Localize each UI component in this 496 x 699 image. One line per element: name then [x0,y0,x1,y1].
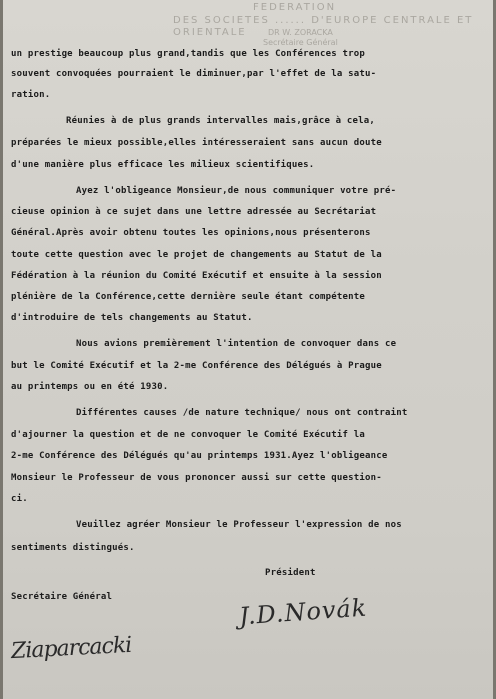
body-line: Fédération à la réunion du Comité Exécutif et ensuite à la session [11,271,382,281]
letter-page [3,0,493,699]
body-line: souvent convoquées pourraient le diminuer,par l'effet de la satu- [11,69,377,79]
body-line: 2-me Conférence des Délégués qu'au printemps 1931.Ayez l'obligeance [11,451,388,461]
body-line: but le Comité Exécutif et la 2-me Conférence des Délégués à Prague [11,361,382,371]
body-line: Réunies à de plus grands intervalles mais,grâce à cela, [66,116,376,126]
body-line: ration. [11,90,51,100]
body-line: Nous avions premièrement l'intention de convoquer dans ce [76,339,397,349]
body-line: un prestige beaucoup plus grand,tandis que les Conférences trop [11,49,365,59]
body-line: d'une manière plus efficace les milieux scientifiques. [11,160,315,170]
body-line: d'ajourner la question et de ne convoquer le Comité Exécutif la [11,430,365,440]
president-signature: J.D.Novák [238,593,369,631]
body-line: Ayez l'obligeance Monsieur,de nous communiquer votre pré- [76,186,397,196]
body-line: toute cette question avec le projet de changements au Statut de la [11,250,382,260]
body-line: ci. [11,494,28,504]
body-line: au printemps ou en été 1930. [11,382,169,392]
body-line: d'introduire de tels changements au Statut. [11,313,253,323]
president-label: Président [265,568,316,578]
letterhead-line: DR W. ZORACKA [268,28,333,37]
body-line: sentiments distingués. [11,543,135,553]
body-line: Monsieur le Professeur de vous prononcer aussi sur cette question- [11,473,382,483]
secretary-label: Secrétaire Général [11,592,113,602]
letterhead-line: Secrétaire Général [263,38,338,47]
body-line: Différentes causes /de nature technique/ nous ont contraint [76,408,408,418]
letterhead-line: DES SOCIETES ...... D'EUROPE CENTRALE ET ORIENTALE [173,15,474,38]
body-line: préparées le mieux possible,elles intéresseraient sans aucun doute [11,138,382,148]
body-line: Veuillez agréer Monsieur le Professeur l'expression de nos [76,520,402,530]
letterhead-line: FEDERATION [253,2,337,13]
body-line: cieuse opinion à ce sujet dans une lettre adressée au Secrétariat [11,207,377,217]
secretary-signature: Ziaparcacki [10,632,132,665]
body-line: plénière de la Conférence,cette dernière seule étant compétente [11,292,365,302]
body-line: Général.Après avoir obtenu toutes les opinions,nous présenterons [11,228,371,238]
